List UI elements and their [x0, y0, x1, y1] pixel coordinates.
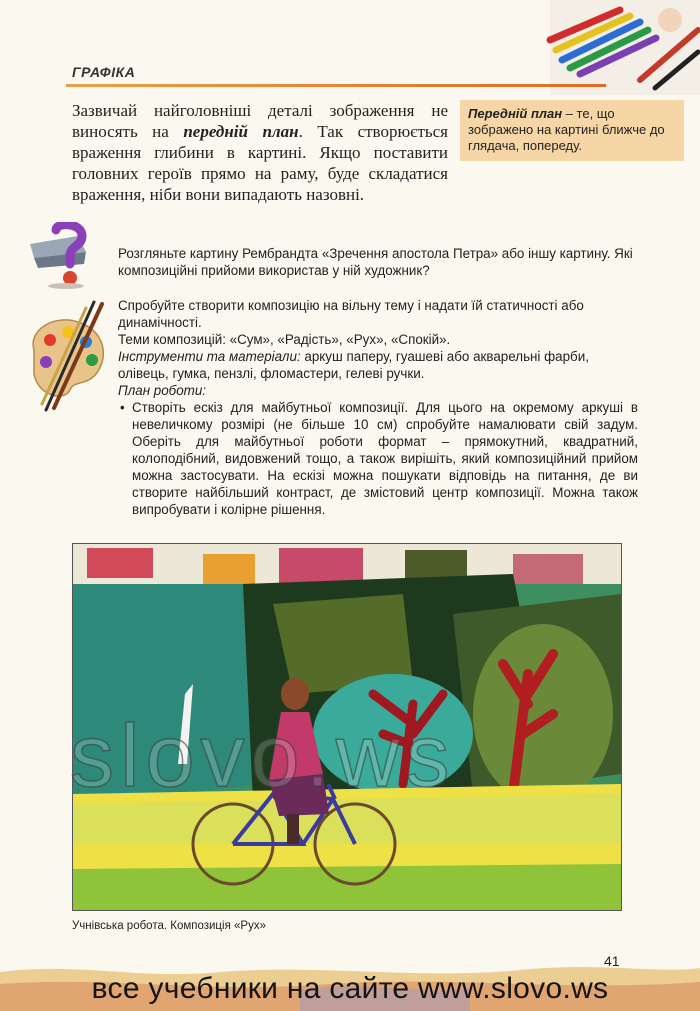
tools-text: аркуш паперу, гуашеві або акварельні фарби, олівець, гумка, пензлі, фломастери, гелеві ручки.	[118, 349, 589, 381]
plan-label: План роботи:	[118, 383, 206, 398]
definition-text: – те, що зображено на картині ближче до глядача, попереду.	[468, 106, 665, 153]
question-mark-icon	[26, 222, 100, 290]
tools-label: Інструменти та матеріали:	[118, 349, 301, 364]
colored-pencils-icon	[520, 0, 700, 95]
plan-step: • Створіть ескіз для майбутньої композиції. Для цього на окремому аркуші в невеличкому розмірі (не більше 10 см) спробуйте намалювати свій задум. Оберіть для майбутньої роботи формат – прямокутний, квадратний, колоподібний, видовжений тощо, а також вирішіть, який композиційний прийом можна застосувати. На ескізі можна пошукати відповідь на питання, де ви створите найбільший контраст, де змістовий центр композиції. Можна також випробувати і колірне рішення.	[132, 399, 638, 518]
section-title: ГРАФІКА	[72, 64, 136, 80]
palette-icon	[24, 300, 110, 415]
header-rule	[66, 84, 606, 87]
plan-list	[118, 399, 638, 518]
page-number: 41	[604, 953, 620, 969]
intro-paragraph	[72, 100, 665, 205]
artwork-caption: Учнівська робота. Композиція «Рух»	[72, 920, 266, 932]
definition-term: Передній план	[468, 106, 563, 121]
intro-text-start: Зазвичай найголовніші деталі зображення не виносять на	[72, 101, 448, 141]
task-compare-painting: Розгляньте картину Рембрандта «Зречення апостола Петра» або іншу картину. Які композиційні прийоми використав у ній художник?	[118, 246, 633, 278]
task2-intro: Спробуйте створити композицію на вільну тему і надати їй статичності або динамічності.	[118, 298, 584, 330]
watermark: slovo.ws	[70, 706, 456, 805]
task2-tools	[118, 348, 638, 382]
intro-term: передній план	[183, 122, 299, 141]
task2-themes: Теми композицій: «Сум», «Радість», «Рух», «Спокій».	[118, 332, 451, 347]
task-create-composition	[118, 297, 638, 518]
footer-banner: все учебники на сайте www.slovo.ws	[91, 972, 609, 1005]
intro-text-end: . Так створюється враження глибини в картині. Якщо поставити головних героїв прямо на раму, буде складатися враження, ніби вони випадають назовні.	[72, 122, 449, 204]
definition-box	[460, 100, 684, 161]
